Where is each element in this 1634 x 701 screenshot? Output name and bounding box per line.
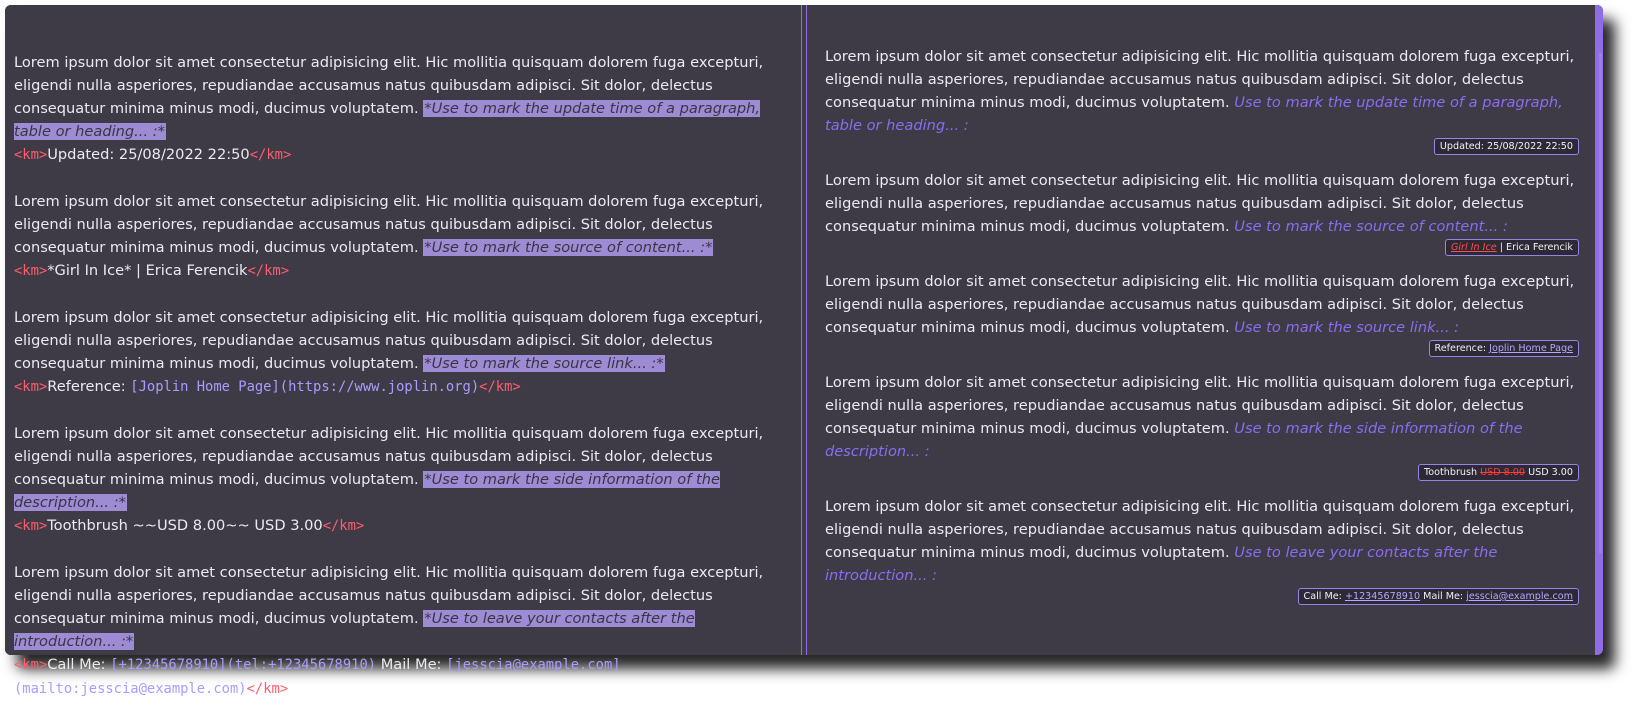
badge-reference-label: Reference: xyxy=(1434,343,1490,354)
editor-paragraph: Lorem ipsum dolor sit amet consectetur adipisicing elit. Hic mollitia quisquam dolorem fuga excepturi, eligendi nulla asperiores, repudiandae accusamus natus quibusdam adipisci. Sit dolor, delectus consequatur minima minus modi, ducimus voluptatem. xyxy=(14,54,764,117)
editor-block-side-info xyxy=(14,422,799,538)
viewer-hint: Use to mark the source link... : xyxy=(1234,319,1460,336)
viewer-paragraph: Lorem ipsum dolor sit amet consectetur adipisicing elit. Hic mollitia quisquam dolorem fuga excepturi, eligendi nulla asperiores, repudiandae accusamus natus quibusdam adipisci. Sit dolor, delectus consequatur minima minus modi, ducimus voluptatem. xyxy=(825,48,1575,111)
km-close-tag: </km> xyxy=(247,263,290,279)
editor-block-contacts xyxy=(14,561,799,701)
editor-block-link xyxy=(14,306,799,399)
viewer-block-updated xyxy=(825,45,1583,155)
markdown-editor[interactable] xyxy=(5,5,799,697)
badge-product: Toothbrush xyxy=(1424,467,1481,478)
km-close-tag: </km> xyxy=(246,681,289,697)
km-open-tag: <km> xyxy=(14,263,48,279)
note-window xyxy=(5,5,1603,697)
viewer-hint: Use to leave your contacts after the introduction... : xyxy=(825,544,1498,584)
badge-author: | Erica Ferencik xyxy=(1496,242,1573,253)
viewer-block-link xyxy=(825,270,1583,357)
km-open-tag: <km> xyxy=(14,147,48,163)
km-close-tag: </km> xyxy=(479,379,521,395)
km-open-tag: <km> xyxy=(14,518,48,534)
km-badge-reference xyxy=(1429,340,1579,357)
km-close-tag: </km> xyxy=(249,147,292,163)
editor-hint: *Use to mark the update time of a paragraph, table or heading... :* xyxy=(14,100,761,140)
km-close-tag: </km> xyxy=(322,518,365,534)
badge-book-title: Girl In Ice xyxy=(1450,242,1497,253)
editor-block-source xyxy=(14,190,799,283)
km-content: Mail Me: xyxy=(376,656,447,673)
km-content: Reference: xyxy=(47,378,131,395)
badge-new-price: USD 3.00 xyxy=(1525,467,1573,478)
scrollbar-thumb[interactable] xyxy=(1599,53,1602,553)
markdown-link[interactable]: [Joplin Home Page](https://www.joplin.org) xyxy=(130,379,480,395)
editor-hint: *Use to leave your contacts after the introduction... :* xyxy=(14,610,695,650)
markdown-email-link[interactable]: [jesscia@example.com](mailto:jesscia@example.com) xyxy=(14,657,621,697)
badge-phone-link[interactable]: +12345678910 xyxy=(1344,591,1421,602)
badge-call-label: Call Me: xyxy=(1303,591,1345,602)
editor-hint: *Use to mark the source of content... :* xyxy=(424,239,713,256)
km-badge-price xyxy=(1418,464,1579,481)
editor-hint: *Use to mark the source link... :* xyxy=(424,355,664,372)
editor-block-updated xyxy=(14,51,799,167)
km-content: *Girl In Ice* | Erica Ferencik xyxy=(47,262,248,279)
pane-splitter[interactable] xyxy=(799,5,809,655)
badge-email-link[interactable]: jesscia@example.com xyxy=(1466,591,1573,602)
badge-reference-link[interactable]: Joplin Home Page xyxy=(1489,343,1573,354)
km-content: Toothbrush ~~USD 8.00~~ USD 3.00 xyxy=(47,517,323,534)
viewer-block-side-info xyxy=(825,371,1583,481)
viewer-paragraph: Lorem ipsum dolor sit amet consectetur adipisicing elit. Hic mollitia quisquam dolorem fuga excepturi, eligendi nulla asperiores, repudiandae accusamus natus quibusdam adipisci. Sit dolor, delectus consequatur minima minus modi, ducimus voluptatem. xyxy=(825,273,1575,336)
km-open-tag: <km> xyxy=(14,657,48,673)
editor-hint: *Use to mark the side information of the description... :* xyxy=(14,471,720,511)
editor-paragraph: Lorem ipsum dolor sit amet consectetur adipisicing elit. Hic mollitia quisquam dolorem fuga excepturi, eligendi nulla asperiores, repudiandae accusamus natus quibusdam adipisci. Sit dolor, delectus consequatur minima minus modi, ducimus voluptatem. xyxy=(14,193,764,256)
viewer-hint: Use to mark the side information of the description... : xyxy=(825,420,1523,460)
editor-paragraph: Lorem ipsum dolor sit amet consectetur adipisicing elit. Hic mollitia quisquam dolorem fuga excepturi, eligendi nulla asperiores, repudiandae accusamus natus quibusdam adipisci. Sit dolor, delectus consequatur minima minus modi, ducimus voluptatem. xyxy=(14,425,764,488)
km-badge-updated: Updated: 25/08/2022 22:50 xyxy=(1434,138,1579,155)
badge-mail-label: Mail Me: xyxy=(1420,591,1467,602)
viewer-paragraph: Lorem ipsum dolor sit amet consectetur adipisicing elit. Hic mollitia quisquam dolorem fuga excepturi, eligendi nulla asperiores, repudiandae accusamus natus quibusdam adipisci. Sit dolor, delectus consequatur minima minus modi, ducimus voluptatem. xyxy=(825,172,1575,235)
editor-paragraph: Lorem ipsum dolor sit amet consectetur adipisicing elit. Hic mollitia quisquam dolorem fuga excepturi, eligendi nulla asperiores, repudiandae accusamus natus quibusdam adipisci. Sit dolor, delectus consequatur minima minus modi, ducimus voluptatem. xyxy=(14,564,764,627)
km-content: Call Me: xyxy=(47,656,111,673)
viewer-hint: Use to mark the update time of a paragraph, table or heading... : xyxy=(825,94,1563,134)
editor-paragraph: Lorem ipsum dolor sit amet consectetur adipisicing elit. Hic mollitia quisquam dolorem fuga excepturi, eligendi nulla asperiores, repudiandae accusamus natus quibusdam adipisci. Sit dolor, delectus consequatur minima minus modi, ducimus voluptatem. xyxy=(14,309,764,372)
viewer-block-contacts xyxy=(825,495,1583,605)
markdown-viewer xyxy=(809,5,1603,655)
viewer-block-source xyxy=(825,169,1583,256)
km-open-tag: <km> xyxy=(14,379,48,395)
viewer-scrollbar[interactable] xyxy=(1595,5,1603,655)
markdown-phone-link[interactable]: [+12345678910](tel:+12345678910) xyxy=(110,657,377,673)
badge-old-price: USD 8.00 xyxy=(1480,467,1526,478)
km-content: Updated: 25/08/2022 22:50 xyxy=(47,146,250,163)
viewer-hint: Use to mark the source of content... : xyxy=(1234,218,1508,235)
viewer-paragraph: Lorem ipsum dolor sit amet consectetur adipisicing elit. Hic mollitia quisquam dolorem fuga excepturi, eligendi nulla asperiores, repudiandae accusamus natus quibusdam adipisci. Sit dolor, delectus consequatur minima minus modi, ducimus voluptatem. xyxy=(825,498,1575,561)
km-badge-contacts xyxy=(1298,588,1579,605)
viewer-paragraph: Lorem ipsum dolor sit amet consectetur adipisicing elit. Hic mollitia quisquam dolorem fuga excepturi, eligendi nulla asperiores, repudiandae accusamus natus quibusdam adipisci. Sit dolor, delectus consequatur minima minus modi, ducimus voluptatem. xyxy=(825,374,1575,437)
km-badge-source xyxy=(1445,239,1579,256)
